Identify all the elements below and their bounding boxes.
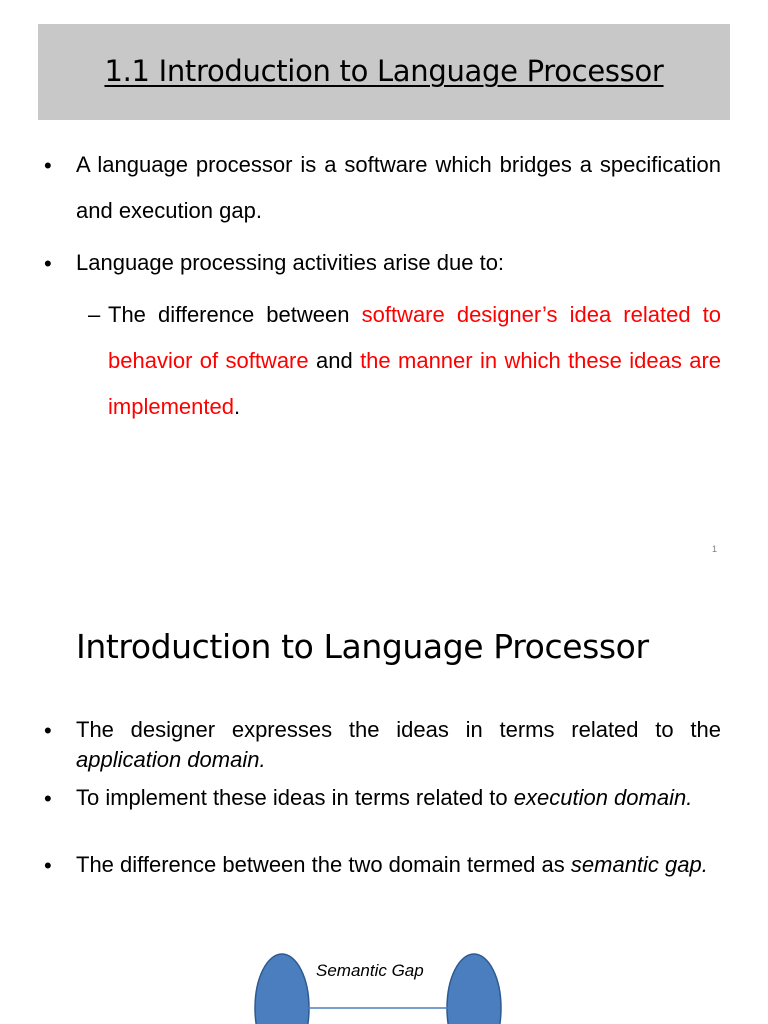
sub-bullet-text (108, 292, 721, 430)
bullet-marker: • (44, 718, 52, 743)
bullet-2-text: Language processing activities arise due to: (76, 250, 505, 275)
bullet-text: The designer expresses the ideas in terms related to the (76, 717, 721, 742)
bullet-italic-term: execution domain. (513, 785, 693, 810)
sub-text-normal: and (308, 348, 361, 373)
semantic-gap-label: Semantic Gap (316, 961, 424, 980)
bullet-text: The difference between the two domain termed as (76, 852, 571, 877)
bullet-text: To implement these ideas in terms related to (76, 785, 514, 810)
bullet-marker: • (44, 786, 52, 811)
application-domain-shape (255, 954, 309, 1024)
sub-text-highlight: the manner in which these ideas are implemented (108, 348, 722, 419)
bullet-italic-term: semantic gap. (570, 852, 708, 877)
semantic-gap-diagram (0, 580, 768, 1024)
sub-text-normal: The difference between (108, 302, 362, 327)
bullet-marker: • (44, 853, 52, 878)
sub-text-highlight: software designer’s idea related to behavior of software (108, 302, 722, 373)
bullet-marker: • (44, 153, 52, 178)
bullet-italic-term: application domain. (76, 747, 266, 772)
bullet-marker: • (44, 251, 52, 276)
slide-2-title: Introduction to Language Processor (76, 627, 649, 666)
execution-domain-shape (447, 954, 501, 1024)
sub-bullet-dash: – (88, 302, 101, 327)
slide-2 (0, 580, 768, 1024)
page-number: 1 (712, 544, 718, 554)
sub-text-normal: . (233, 394, 241, 419)
bullet-1-text: A language processor is a software which bridges a specification and execution gap. (76, 152, 721, 223)
slide-1-title: 1.1 Introduction to Language Processor (104, 54, 664, 88)
